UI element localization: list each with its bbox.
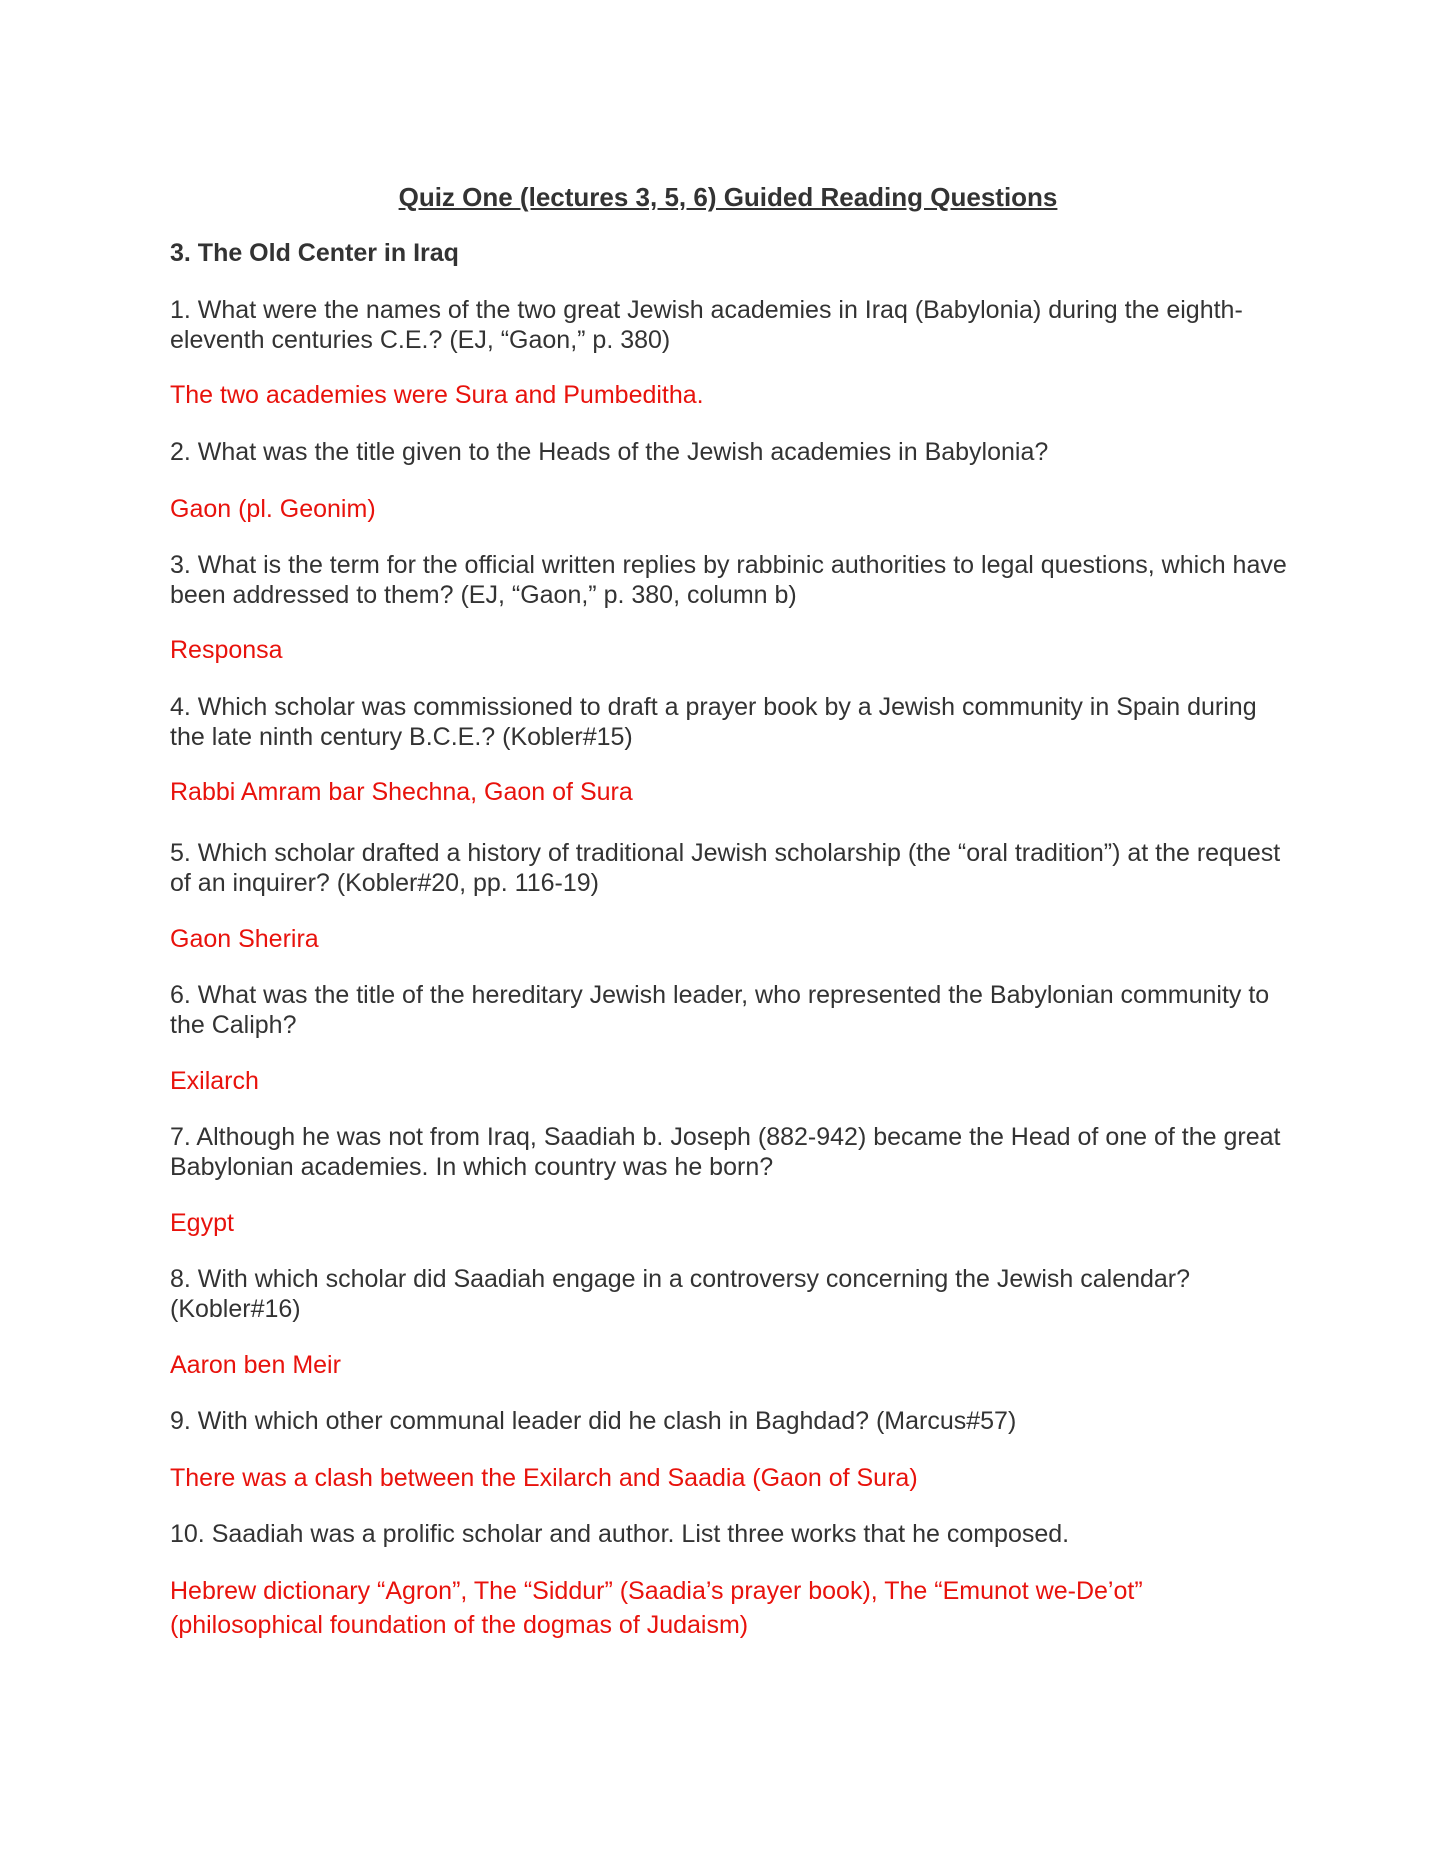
question-8: 8. With which scholar did Saadiah engage in a controversy concerning the Jewish calendar? (Kobler#16) <box>170 1265 1191 1323</box>
question-9: 9. With which other communal leader did he clash in Baghdad? (Marcus#57) <box>170 1407 1017 1435</box>
section-heading: 3. The Old Center in Iraq <box>170 239 459 267</box>
answer-3: Responsa <box>170 636 283 664</box>
answer-6: Exilarch <box>170 1067 259 1095</box>
answer-4: Rabbi Amram bar Shechna, Gaon of Sura <box>170 778 633 806</box>
answer-5: Gaon Sherira <box>170 925 319 953</box>
answer-1: The two academies were Sura and Pumbeditha. <box>170 381 704 409</box>
question-7: 7. Although he was not from Iraq, Saadiah b. Joseph (882-942) became the Head of one of the great Babylonian academies. In which country was he born? <box>170 1123 1281 1181</box>
answer-9: There was a clash between the Exilarch and Saadia (Gaon of Sura) <box>170 1464 918 1492</box>
question-1: 1. What were the names of the two great Jewish academies in Iraq (Babylonia) during the eighth-eleventh centuries C.E.? (EJ, “Gaon,” p. 380) <box>170 296 1243 354</box>
question-5: 5. Which scholar drafted a history of traditional Jewish scholarship (the “oral tradition”) at the request of an inquirer? (Kobler#20, pp. 116-19) <box>170 839 1281 897</box>
answer-2: Gaon (pl. Geonim) <box>170 495 376 523</box>
question-2: 2. What was the title given to the Heads of the Jewish academies in Babylonia? <box>170 438 1049 466</box>
page-title: Quiz One (lectures 3, 5, 6) Guided Reading Questions <box>398 182 1058 212</box>
question-6: 6. What was the title of the hereditary Jewish leader, who represented the Babylonian community to the Caliph? <box>170 981 1270 1039</box>
question-10: 10. Saadiah was a prolific scholar and author. List three works that he composed. <box>170 1520 1070 1548</box>
answer-8: Aaron ben Meir <box>170 1351 341 1379</box>
question-4: 4. Which scholar was commissioned to draft a prayer book by a Jewish community in Spain during the late ninth century B.C.E.? (Kobler#15) <box>170 693 1257 751</box>
answer-7: Egypt <box>170 1209 234 1237</box>
question-3: 3. What is the term for the official written replies by rabbinic authorities to legal questions, which have been addressed to them? (EJ, “Gaon,” p. 380, column b) <box>170 551 1287 609</box>
answer-10: Hebrew dictionary “Agron”, The “Siddur” (Saadia’s prayer book), The “Emunot we-De’ot” (philosophical foundation of the dogmas of Judaism) <box>170 1577 1143 1639</box>
